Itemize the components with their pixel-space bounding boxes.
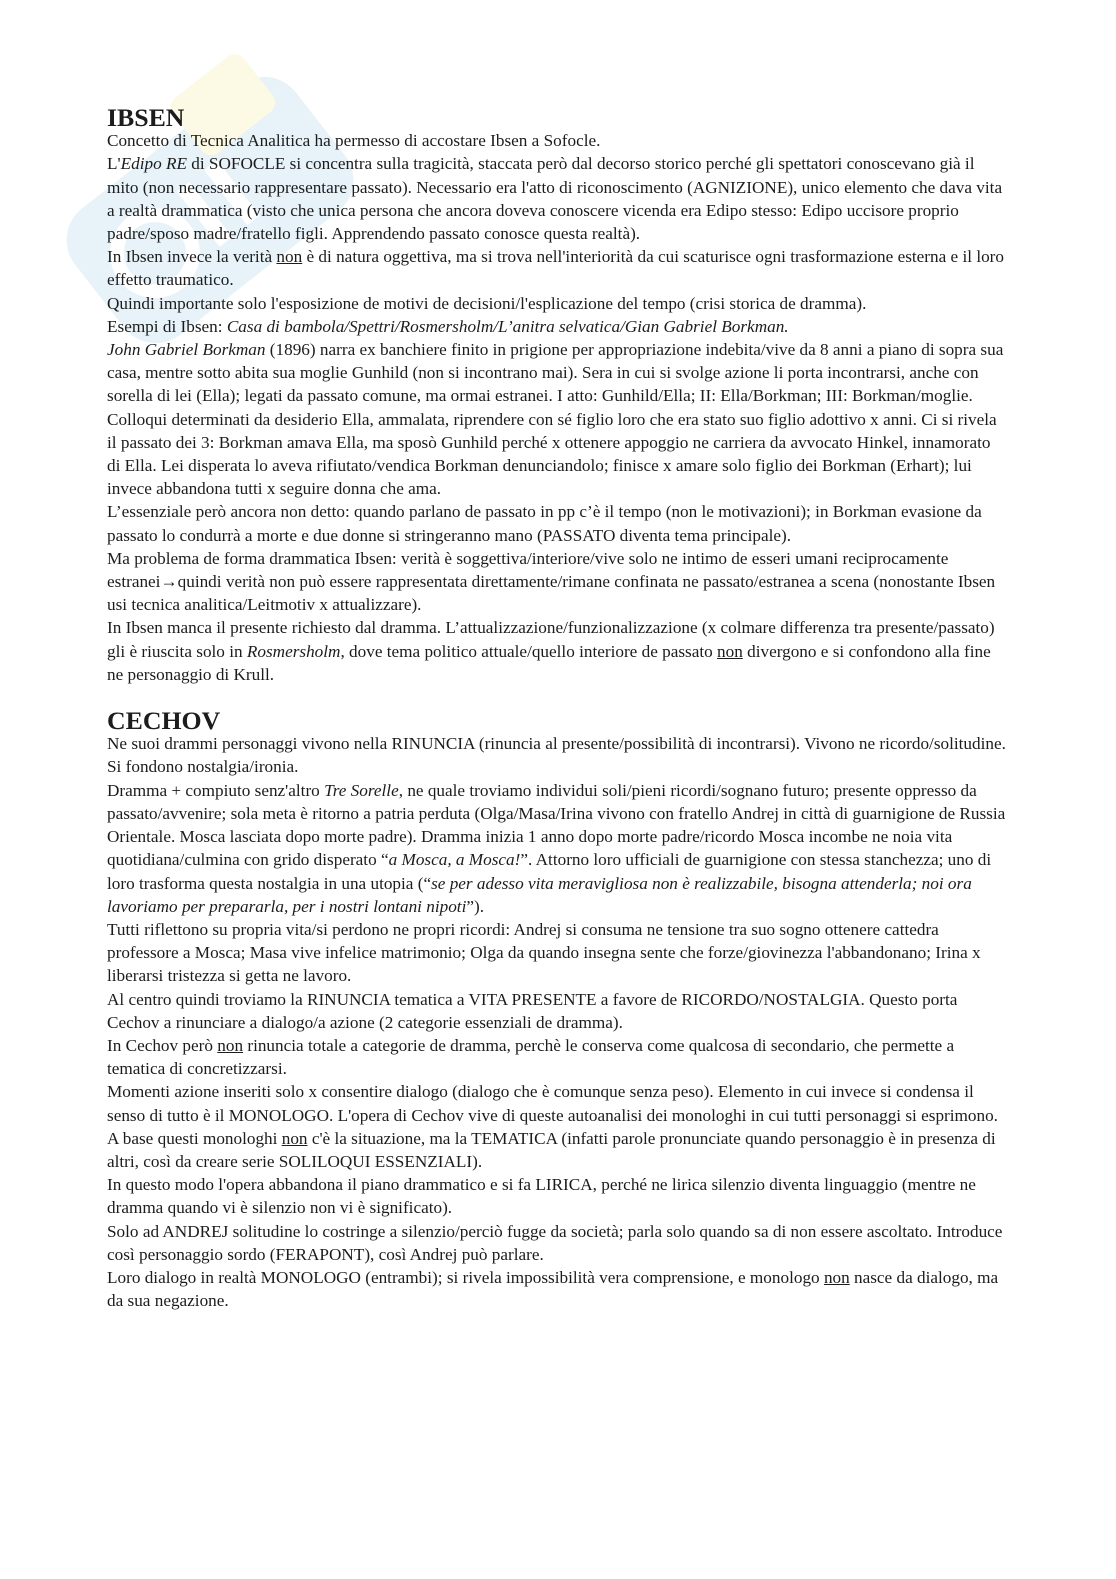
paragraph [107, 500, 1007, 546]
italic-text: se per adesso vita meravigliosa non è realizzabile, bisogna attenderla; noi ora lavoriamo per prepararla, per i nostri lontani nipoti [107, 873, 972, 916]
paragraph [107, 1220, 1007, 1266]
underlined-text: non [281, 1128, 308, 1148]
text-run: , dove tema politico attuale/quello interiore de passato [340, 641, 718, 661]
text-run: è di natura oggettiva, ma si trova nell'interiorità da cui scaturisce ogni trasformazione esterna e il loro effetto traumatico. [107, 247, 1005, 290]
text-run: ”). [466, 896, 485, 916]
underlined-text: non [217, 1035, 244, 1055]
italic-text: Edipo RE [120, 154, 187, 174]
paragraph [107, 732, 1007, 778]
text-run: Ne suoi drammi personaggi vivono nella RINUNCIA (rinuncia al presente/possibilità di incontrarsi). Vivono ne ricordo/solitudine. Si fondono nostalgia/ironia. [107, 734, 1006, 777]
text-run: L’essenziale però ancora non detto: quando parlano de passato in pp c’è il tempo (non le motivazioni); in Borkman evasione da passato lo condurrà a morte e due donne si stringeranno mano (PASSATO diventa tema principale). [107, 502, 982, 545]
paragraph [107, 1266, 1007, 1312]
text-run: Al centro quindi troviamo la RINUNCIA tematica a VITA PRESENTE a favore de RICORDO/NOSTALGIA. Questo porta Cechov a rinunciare a dialogo/a azione (2 categorie essenziali de dramma). [107, 989, 958, 1032]
paragraph [107, 152, 1007, 245]
paragraph [107, 1173, 1007, 1219]
text-run: Quindi importante solo l'esposizione de motivi de decisioni/l'esplicazione del tempo (crisi storica de dramma). [107, 293, 867, 313]
italic-text: Casa di bambola/Spettri/Rosmersholm/L’anitra selvatica/Gian Gabriel Borkman. [226, 316, 789, 336]
text-run: di SOFOCLE si concentra sulla tragicità, staccata però dal decorso storico perché gli spettatori conoscevano già il mito (non necessario rappresentare passato). Necessario era l'atto di riconoscimento (AGNIZIONE), unico elemento che dava vita a realtà drammatica (visto che unica persona che ancora doveva conoscere vicenda era Edipo stesso: Edipo uccisore proprio padre/sposo madre/fratello figli. Apprendendo passato conosce questa realtà). [107, 154, 1003, 244]
underlined-text: non [276, 247, 303, 267]
paragraph [107, 1080, 1007, 1173]
section-ibsen [107, 103, 1007, 686]
section-cechov [107, 706, 1007, 1312]
section-body [107, 732, 1007, 1312]
paragraph [107, 338, 1007, 500]
paragraph [107, 315, 1007, 338]
document-page [107, 103, 1007, 1312]
paragraph [107, 292, 1007, 315]
text-run: In questo modo l'opera abbandona il piano drammatico e si fa LIRICA, perché ne lirica silenzio diventa linguaggio (mentre ne dramma quando vi è silenzio non vi è significato). [107, 1175, 976, 1218]
text-run: ”. Attorno loro ufficiali de guarnigione con stessa stanchezza; uno di loro trasforma questa nostalgia in una utopia (“ [107, 850, 992, 893]
paragraph [107, 245, 1007, 291]
text-run: Momenti azione inseriti solo x consentire dialogo (dialogo che è comunque senza peso). Elemento in cui invece si condensa il senso di tutto è il MONOLOGO. L'opera di Cechov vive di queste autoanalisi dei monologhi in cui tutti personaggi si esprimono. A base questi monologhi [107, 1082, 998, 1148]
text-run: Ma problema de forma drammatica Ibsen: verità è soggettiva/interiore/vive solo ne intimo de esseri umani reciprocamente estranei→quindi verità non può essere rappresentata direttamente/rimane confinata ne passato/estranea a scena (nonostante Ibsen usi tecnica analitica/Leitmotiv x attualizzare). [107, 548, 996, 615]
text-run: L' [107, 154, 121, 174]
text-run: divergono e si confondono alla fine ne personaggio di Krull. [107, 641, 991, 684]
text-run: In Ibsen invece la verità [107, 247, 277, 267]
text-run: (1896) narra ex banchiere finito in prigione per appropriazione indebita/vive da 8 anni a piano di sopra sua casa, mentre sotto abita sua moglie Gunhild (non si incontrano mai). Sera in cui si svolge azione li porta incontrarsi, anche con sorella di lei (Ella); legati da passato comune, ma ormai estranei. I atto: Gunhild/Ella; II: Ella/Borkman; III: Borkman/moglie. Colloqui determinati da desiderio Ella, ammalata, riprendere con sé figlio loro che era stato suo figlio adottivo x anni. Ci si rivela il passato dei 3: Borkman amava Ella, ma sposò Gunhild perché x ottenere appoggio ne carriera da avvocato Hinkel, innamorato di Ella. Lei disperata lo aveva rifiutato/vendica Borkman denunciandolo; finisce x amare solo figlio dei Borkman (Erhart); lui invece abbandona tutti x seguire donna che ama. [107, 340, 1004, 499]
section-title: IBSEN [107, 103, 185, 132]
paragraph [107, 918, 1007, 988]
italic-text: a Mosca, a Mosca! [388, 850, 521, 870]
text-run: nasce da dialogo, ma da sua negazione. [107, 1267, 999, 1311]
italic-text: Tre Sorelle [324, 780, 399, 800]
text-run: Loro dialogo in realtà MONOLOGO (entrambi); si rivela impossibilità vera comprensione, e monologo [107, 1267, 824, 1287]
paragraph [107, 547, 1007, 617]
text-run: , ne quale troviamo individui soli/pieni ricordi/sognano futuro; presente oppresso da passato/avvenire; sola meta è ritorno a patria perduta (Olga/Masa/Irina vivono con fratello Andrej in città di guarnigione de Russia Orientale. Mosca lasciata dopo morte padre). Dramma inizia 1 anno dopo morte padre/ricordo Mosca incombe ne noia vita quotidiana/culmina con grido disperato “ [107, 780, 1006, 870]
paragraph [107, 779, 1007, 918]
italic-text: Rosmersholm [246, 641, 341, 661]
underlined-text: non [823, 1267, 850, 1287]
text-run: Tutti riflettono su propria vita/si perdono ne propri ricordi: Andrej si consuma ne tensione tra suo sogno ottenere cattedra professore a Mosca; Masa vive infelice matrimonio; Olga da quando insegna sente che forze/giovinezza l'abbandonano; Irina x liberarsi tristezza si getta ne lavoro. [107, 919, 981, 986]
text-run: In Cechov però [107, 1035, 218, 1055]
section-body [107, 129, 1007, 686]
section-title: CECHOV [107, 706, 221, 736]
paragraph [107, 1034, 1007, 1080]
text-run: Dramma + compiuto senz'altro [107, 780, 325, 800]
text-run: Esempi di Ibsen: [107, 316, 227, 336]
text-run: Solo ad ANDREJ solitudine lo costringe a silenzio/perciò fugge da società; parla solo quando sa di non essere ascoltato. Introduce così personaggio sordo (FERAPONT), così Andrej può parlare. [107, 1221, 1003, 1264]
paragraph [107, 616, 1007, 686]
text-run: c'è la situazione, ma la TEMATICA (infatti parole pronunciate quando personaggio è in presenza di altri, così da creare serie SOLILOQUI ESSENZIALI). [107, 1128, 996, 1171]
italic-text: John Gabriel Borkman [107, 340, 266, 360]
text-run: In Ibsen manca il presente richiesto dal dramma. L’attualizzazione/funzionalizzazione (x colmare differenza tra presente/passato) gli è riuscita solo in [107, 618, 995, 661]
paragraph [107, 988, 1007, 1034]
text-run: Concetto di Tecnica Analitica ha permesso di accostare Ibsen a Sofocle. [107, 131, 601, 151]
text-run: rinuncia totale a categorie de dramma, perchè le conserva come qualcosa di secondario, che permette a tematica di concretizzarsi. [107, 1035, 955, 1079]
paragraph [107, 129, 1007, 152]
underlined-text: non [717, 641, 743, 661]
